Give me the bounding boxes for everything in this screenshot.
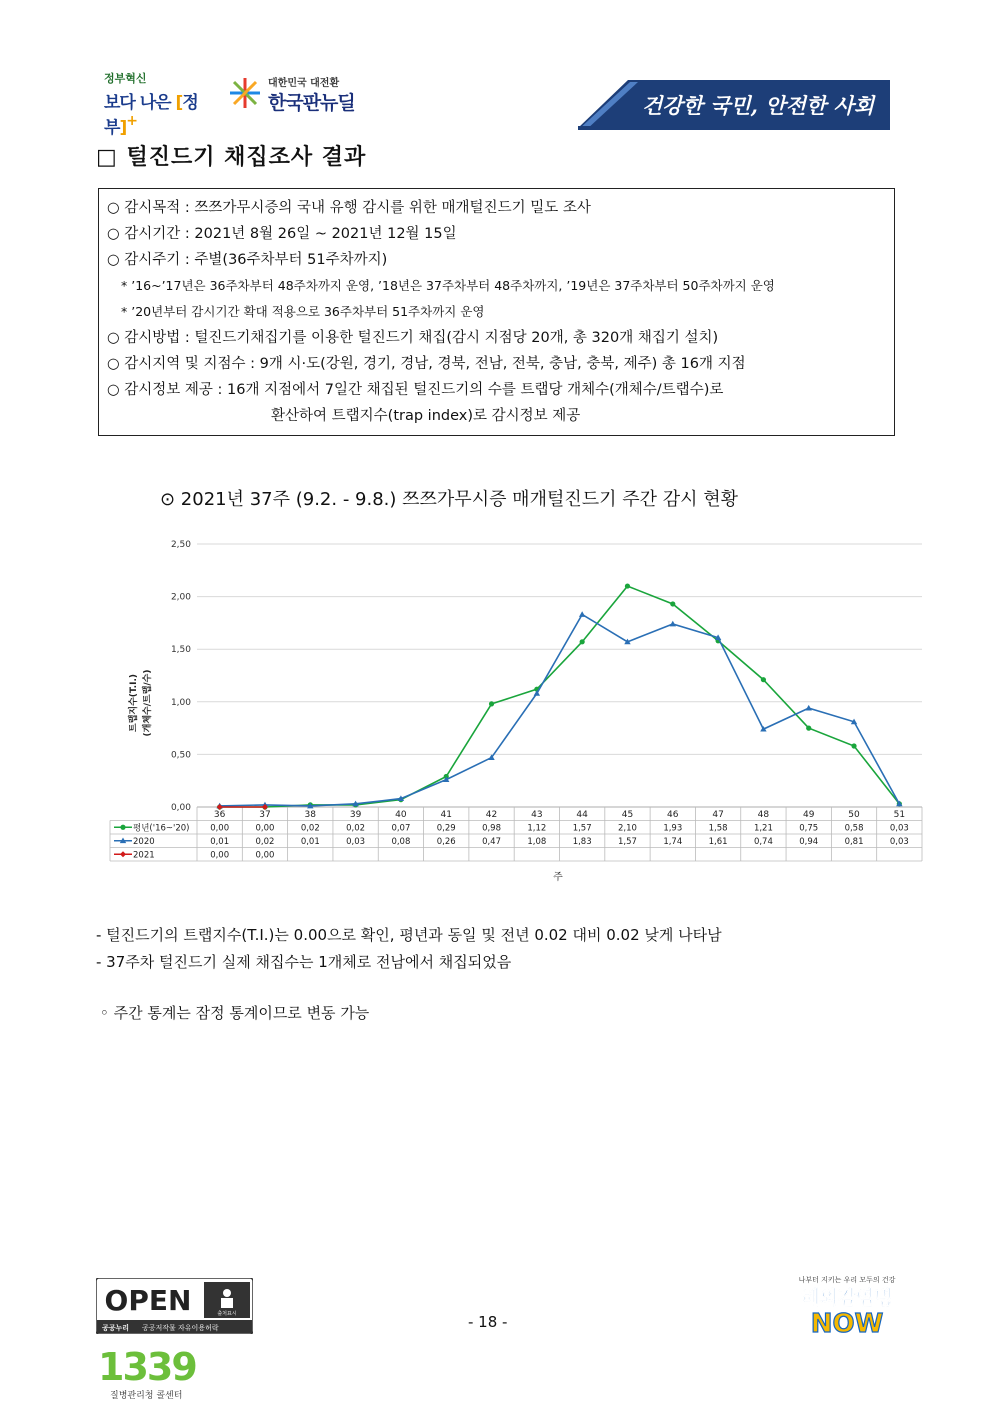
info-method: ○ 감시방법 : 털진드기채집기를 이용한 털진드기 채집(감시 지점당 20개, 총 320개 채집기 설치) [107,330,719,346]
x-tick-label: 40 [395,810,407,820]
logo-gov-main-a: 보다 나은 [104,93,171,113]
data-label: 0,08 [391,837,411,847]
data-point [489,701,494,706]
info-note-2: * ’20년부터 감시기간 확대 적용으로 36주차부터 51주차까지 운영 [121,304,485,319]
open-sub1-text: 공공누리 [102,1324,130,1332]
data-label: 0,07 [391,823,411,834]
data-point [670,621,676,627]
data-label: 0,58 [844,823,864,834]
y-tick-label: 1,50 [170,645,191,656]
data-label: 1,83 [572,837,592,847]
data-point [580,639,585,644]
info-provision: ○ 감시정보 제공 : 16개 지점에서 7일간 채집된 털진드기의 수를 트랩당 개체수(개체수/트랩수)로 [107,382,724,398]
note-line-1: - 털진드기의 트랩지수(T.I.)는 0.00으로 확인, 평년과 동일 및 전년 0.02 대비 0.02 낮게 나타남 [96,926,722,944]
page-number: - 18 - [468,1313,508,1331]
data-label: 0,47 [482,837,501,847]
data-label: 1,93 [663,823,683,834]
data-point [579,611,585,617]
info-note-1: * ’16~’17년은 36주차부터 48주차까지 운영, ’18년은 37주차부터 48주차까지, ’19년은 37주차부터 50주차까지 운영 [121,278,775,293]
logo-kr-main-text: 한국판뉴딜 [268,92,355,114]
data-label: 2,10 [618,823,637,834]
y-tick-label: 1,00 [170,697,191,708]
result-notes [96,922,722,976]
chart-series-lines [216,583,902,810]
data-label: 0,00 [210,823,230,834]
data-label: 0,01 [210,837,230,847]
data-label: 1,61 [708,837,728,847]
data-label: 0,94 [799,837,819,847]
data-label: 0,00 [210,850,230,861]
logo-gov-main-b: 정부 [104,93,198,138]
legend-entry: 2021 [133,850,155,861]
x-tick-label: 42 [485,810,498,820]
data-label: 0,03 [889,823,909,834]
government-innovation-logo: 정부혁신 보다 나은 [정부]+ [104,70,212,116]
data-label: 1,57 [618,837,637,847]
info-purpose: ○ 감시목적 : 쯔쯔가무시증의 국내 유행 감시를 위한 매개털진드기 밀도 조사 [107,200,591,216]
overseas-infection-now-logo [786,1272,908,1338]
chart-title: ⊙ 2021년 37주 (9.2. - 9.8.) 쯔쯔가무시증 매개털진드기 주간 감시 현황 [160,489,739,510]
korean-new-deal-logo [228,70,378,116]
data-label: 0,26 [436,837,456,847]
x-tick-label: 48 [757,810,770,820]
data-label: 0,74 [753,837,773,847]
y-axis-tick-labels [171,540,191,813]
data-label: 1,08 [527,837,547,847]
legend-entry: 평년('16~'20) [133,823,190,834]
info-region: ○ 감시지역 및 지점수 : 9개 시·도(강원, 경기, 경남, 경북, 전남, 전북, 충남, 충북, 제주) 총 16개 지점 [107,356,746,372]
x-tick-label: 39 [349,810,362,820]
data-label: 0,98 [482,823,501,834]
data-label: 0,81 [844,837,864,847]
x-tick-label: 51 [893,810,906,820]
now-top-text: 나부터 지키는 우리 모두의 건강 [798,1276,896,1284]
data-label: 1,74 [663,837,683,847]
logo-kr-top-text: 대한민국 대전환 [268,78,340,89]
data-label: 0,02 [255,837,275,847]
data-label: 0,00 [255,823,275,834]
statistics-footnote: ◦ 주간 통계는 잠정 통계이므로 변동 가능 [100,1004,370,1022]
legend-marker [120,851,126,857]
new-deal-star-icon [228,76,262,110]
data-point [806,705,812,711]
data-label: 0,00 [255,850,275,861]
y-tick-label: 0,50 [170,750,191,761]
x-tick-label: 37 [259,810,271,820]
data-label: 0,75 [799,823,819,834]
page-title: □ 털진드기 채집조사 결과 [96,145,367,170]
x-tick-label: 44 [576,810,588,820]
data-point [851,743,856,748]
series-line [220,586,900,807]
y-tick-label: 2,50 [170,540,191,550]
banner-slogan: 건강한 국민, 안전한 사회 [641,93,875,118]
x-tick-label: 41 [440,810,452,820]
data-label: 0,29 [436,823,456,834]
open-text: OPEN [104,1284,192,1317]
y-axis-label-main: 트랩지수(T.I.) [129,674,139,732]
logo-gov-top-text: 정부혁신 [104,72,147,85]
x-axis-label: 주 [553,872,563,883]
x-tick-label: 43 [531,810,543,820]
data-label: 1,12 [527,823,547,834]
x-tick-label: 47 [712,810,724,820]
y-axis-label [127,670,153,737]
y-tick-label: 0,00 [170,803,191,813]
data-label: 0,01 [300,837,320,847]
x-tick-label: 45 [621,810,634,820]
kogl-open-license-logo [96,1278,253,1334]
info-provision-cont: 환산하여 트랩지수(trap index)로 감시정보 제공 [271,408,581,424]
data-point [625,583,630,588]
data-label: 0,03 [346,837,366,847]
chart-gridlines [197,544,922,807]
series-line [220,614,900,805]
x-tick-label: 38 [304,810,317,820]
call-center-1339-logo [96,1344,206,1400]
info-cycle: ○ 감시주기 : 주별(36주차부터 51주차까지) [107,252,388,268]
now-sub-text: NOW [810,1309,884,1338]
chart-data-table [110,807,922,861]
survey-info-box [98,188,895,436]
now-main-text: 해외감염병 [801,1287,893,1309]
data-label: 0,02 [300,823,320,834]
legend-entry: 2020 [133,837,155,847]
trap-index-line-chart [100,528,930,890]
x-tick-label: 49 [802,810,815,820]
data-label: 0,03 [889,837,909,847]
note-line-2: - 37주차 털진드기 실제 채집수는 1개체로 전남에서 채집되었음 [96,953,512,971]
info-period: ○ 감시기간 : 2021년 8월 26일 ~ 2021년 12월 15일 [107,226,457,242]
data-label: 1,21 [753,823,773,834]
x-tick-label: 36 [213,810,226,820]
data-point [806,726,811,731]
logo-1339-sub: 질병관리청 콜센터 [110,1391,183,1400]
data-label: 0,02 [346,823,366,834]
x-tick-label: 46 [667,810,679,820]
open-badge-text: 출처표시 [217,1311,237,1317]
x-tick-label: 50 [848,810,860,820]
data-label: 1,58 [708,823,728,834]
data-label: 1,57 [572,823,592,834]
data-point [670,601,675,606]
y-axis-label-sub: (개체수/트랩/수) [143,669,153,737]
open-sub2-text: 공공저작물 자유이용허락 [142,1324,219,1332]
legend-marker [120,825,125,830]
data-point [761,677,766,682]
y-tick-label: 2,00 [170,592,191,603]
logo-1339-number: 1339 [98,1345,196,1389]
